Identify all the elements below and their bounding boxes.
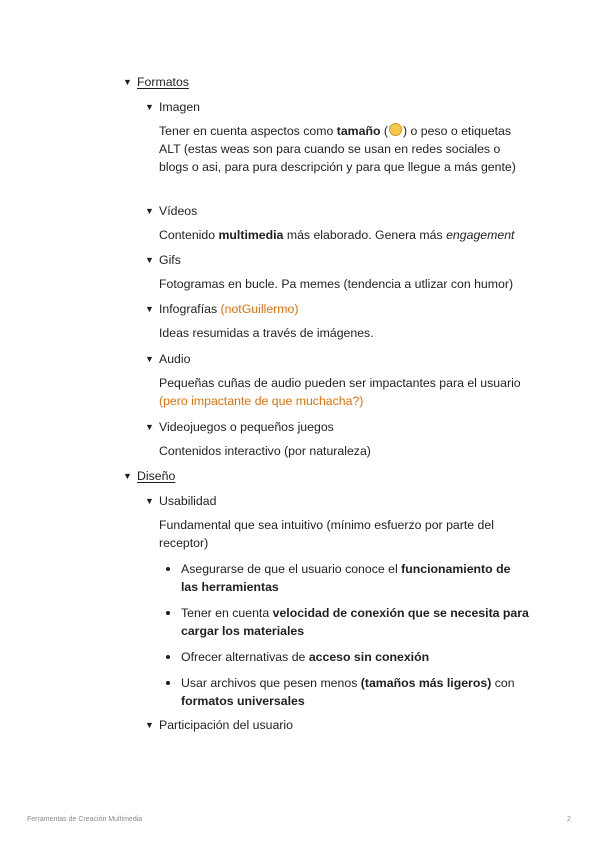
text-segment: más elaborado. Genera más [283,228,447,242]
orange-note: (notGuillermo) [220,302,299,316]
paragraph-videojuegos: Contenidos interactivo (por naturaleza) [159,444,371,458]
bullet-dot-icon [166,681,170,685]
page-number: 2 [567,816,571,823]
text-segment: Pequeñas cuñas de audio pueden ser impactantes para el usuario [159,376,521,390]
bold-segment: formatos universales [181,694,305,708]
text-segment: Asegurarse de que el usuario conoce el [181,562,402,576]
toggle-triangle-icon[interactable]: ▼ [145,422,154,432]
bullet-dot-icon [166,567,170,571]
bullet-dot-icon [166,655,170,659]
toggle-label-videojuegos[interactable]: Videojuegos o pequeños juegos [159,420,334,434]
bold-segment: tamaño [336,124,381,138]
bold-segment: funcionamiento de las herramientas [181,562,511,594]
toggle-label-participacion[interactable]: Participación del usuario [159,718,293,732]
text-segment: Contenido [159,228,219,242]
paragraph-gifs: Fotogramas en bucle. Pa memes (tendencia a utlizar con humor) [159,277,514,291]
toggle-triangle-icon[interactable]: ▼ [145,255,154,265]
toggle-heading-diseno[interactable]: Diseño [137,469,176,483]
toggle-label-text[interactable]: Infografías [159,302,218,316]
toggle-heading-formatos[interactable]: Formatos [137,75,189,89]
toggle-triangle-icon[interactable]: ▼ [123,471,132,481]
text-segment: Usar archivos que pesen menos [181,676,361,690]
paragraph-imagen [159,122,529,176]
list-item [159,604,529,640]
text-segment: Tener en cuenta aspectos como [159,124,337,138]
toggle-triangle-icon[interactable]: ▼ [145,206,154,216]
paragraph-audio [159,374,529,410]
toggle-label-infografias[interactable] [159,300,298,318]
paragraph-videos [159,226,529,244]
toggle-triangle-icon[interactable]: ▼ [145,496,154,506]
list-item [159,674,529,710]
orange-note: (pero impactante de que muchacha?) [159,394,364,408]
toggle-triangle-icon[interactable]: ▼ [145,720,154,730]
toggle-label-gifs[interactable]: Gifs [159,253,181,267]
text-segment: ) o peso o etiquetas ALT (estas weas son para cuando se usan en redes sociales o blogs o asi, para pura descripción y para que llegue a más gente) [159,124,516,174]
smiley-emoji-icon [389,123,402,136]
bold-segment: multimedia [218,228,284,242]
toggle-label-audio[interactable]: Audio [159,352,191,366]
italic-segment: engagement [446,228,515,242]
list-item [159,560,529,596]
footer-title: Ferramentas de Creación Multimedia [27,816,143,823]
toggle-label-videos[interactable]: Vídeos [159,204,198,218]
list-item [159,648,529,666]
toggle-label-imagen[interactable]: Imagen [159,100,201,114]
toggle-triangle-icon[interactable]: ▼ [145,304,154,314]
text-segment: con [491,676,515,690]
toggle-triangle-icon[interactable]: ▼ [123,77,132,87]
bullet-list-usabilidad [159,560,529,718]
bold-segment: (tamaños más ligeros) [360,676,492,690]
toggle-label-usabilidad[interactable]: Usabilidad [159,494,217,508]
toggle-triangle-icon[interactable]: ▼ [145,102,154,112]
bullet-dot-icon [166,611,170,615]
paragraph-infografias: Ideas resumidas a través de imágenes. [159,326,374,340]
text-segment: Ofrecer alternativas de [181,650,309,664]
paragraph-usabilidad: Fundamental que sea intuitivo (mínimo esfuerzo por parte del receptor) [159,518,494,550]
text-segment: ( [380,124,388,138]
text-segment: Tener en cuenta [181,606,273,620]
toggle-triangle-icon[interactable]: ▼ [145,354,154,364]
bold-segment: acceso sin conexión [308,650,430,664]
bold-segment: velocidad de conexión que se necesita para cargar los materiales [181,606,529,638]
